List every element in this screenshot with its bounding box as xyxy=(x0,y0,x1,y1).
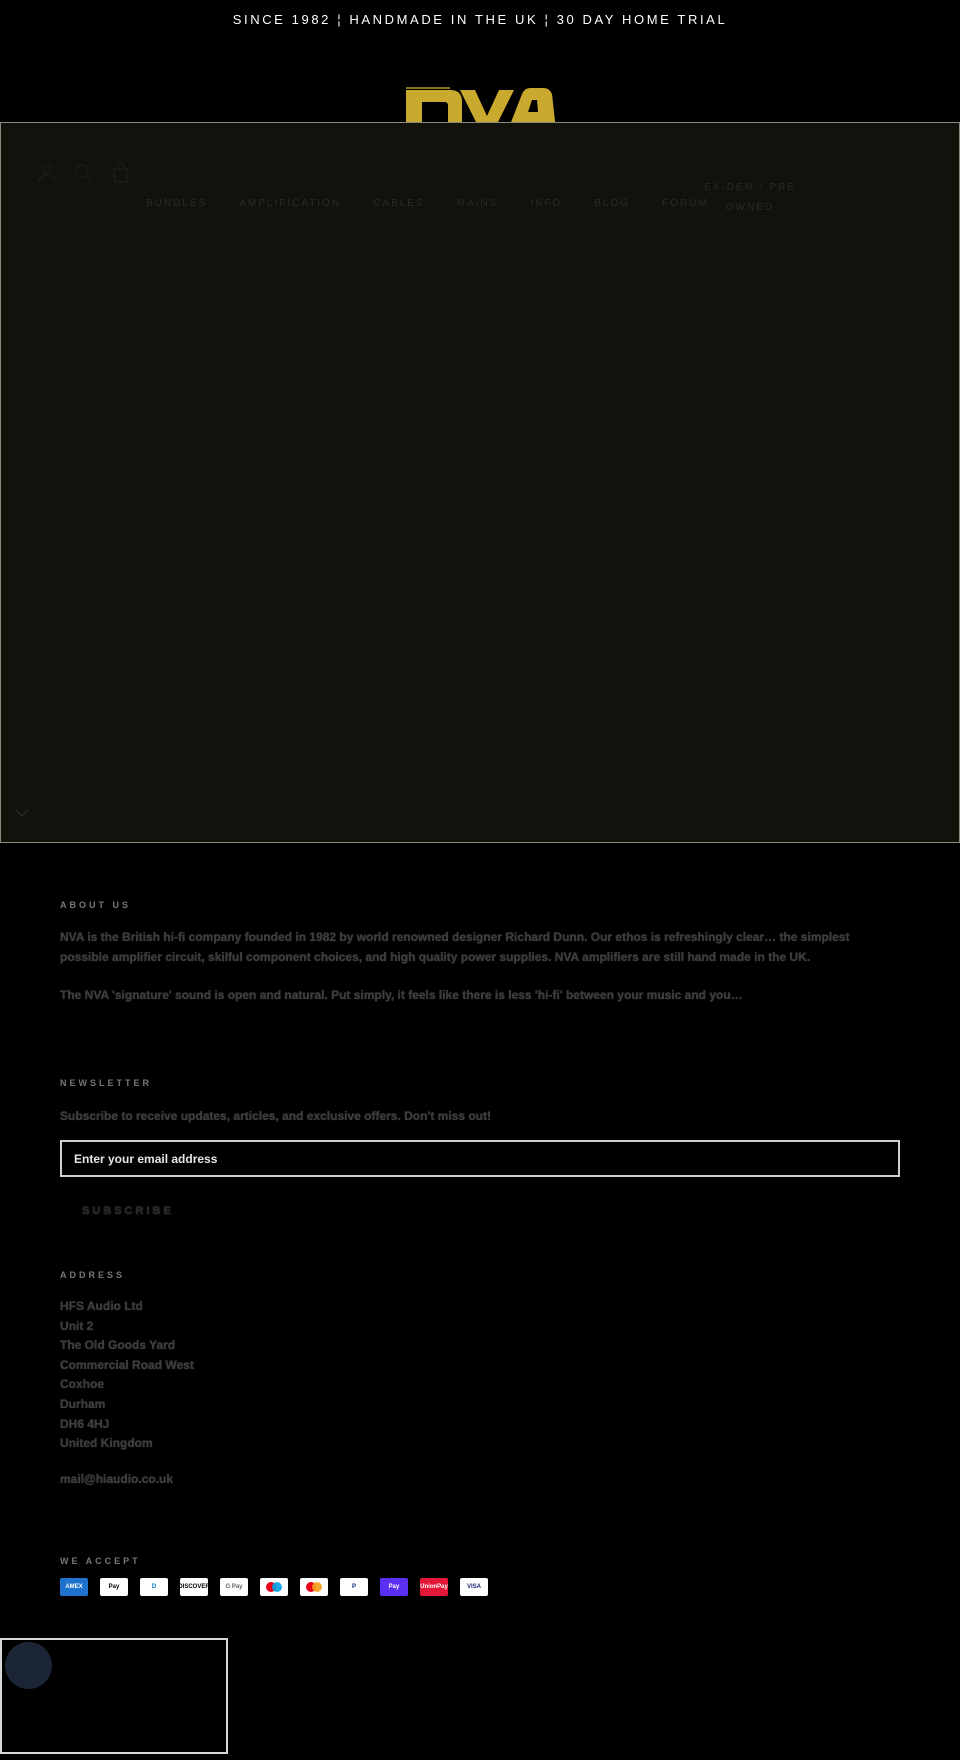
address-line: Coxhoe xyxy=(60,1377,105,1392)
chat-button[interactable] xyxy=(5,1642,52,1689)
newsletter-text: Subscribe to receive updates, articles, and exclusive offers. Don't miss out! xyxy=(60,1109,491,1123)
main-nav xyxy=(146,198,741,209)
address-line: Unit 2 xyxy=(60,1318,94,1333)
subscribe-button[interactable]: SUBSCRIBE xyxy=(60,1198,190,1224)
hero-banner xyxy=(0,122,960,843)
diners-icon: D xyxy=(140,1578,168,1596)
visa-icon: VISA xyxy=(460,1578,488,1596)
maestro-icon xyxy=(260,1578,288,1596)
payments-heading: WE ACCEPT xyxy=(60,1556,141,1566)
about-heading: ABOUT US xyxy=(60,900,131,910)
address-line: HFS Audio Ltd xyxy=(60,1299,143,1313)
unionpay-icon: UnionPay xyxy=(420,1578,448,1596)
contact-email-link[interactable]: mail@hiaudio.co.uk xyxy=(60,1472,174,1486)
payment-methods xyxy=(60,1578,488,1596)
address-heading: ADDRESS xyxy=(60,1270,126,1280)
nav-bundles[interactable]: BUNDLES xyxy=(146,198,208,209)
account-icon[interactable] xyxy=(36,162,58,184)
search-icon[interactable] xyxy=(73,162,95,184)
google-pay-icon: G Pay xyxy=(220,1578,248,1596)
nav-amplification[interactable]: AMPLIFICATION xyxy=(239,198,342,209)
announcement-bar: SINCE 1982 ¦ HANDMADE IN THE UK ¦ 30 DAY HOME TRIAL xyxy=(232,11,728,27)
address-line: DH6 4HJ xyxy=(60,1416,110,1431)
amex-icon: AMEX xyxy=(60,1578,88,1596)
address-line: United Kingdom xyxy=(60,1436,153,1451)
mastercard-icon xyxy=(300,1578,328,1596)
newsletter-heading: NEWSLETTER xyxy=(60,1078,152,1088)
header-icons xyxy=(36,162,132,184)
about-paragraph-1: NVA is the British hi-fi company founded in 1982 by world renowned designer Richard Dunn. Our ethos is refreshingly clear… the simplest possible amplifier circuit, skilful component choices, and high quality power supplies. NVA amplifiers are still hand made in the UK. xyxy=(60,930,850,964)
cart-icon[interactable] xyxy=(110,162,132,184)
nav-ex-dem-line1: EX-DEM / PRE xyxy=(704,182,796,193)
nav-cables[interactable]: CABLES xyxy=(373,198,425,209)
nav-mains[interactable]: MAINS xyxy=(456,198,499,209)
email-input[interactable] xyxy=(60,1140,900,1177)
about-paragraph-2: The NVA 'signature' sound is open and natural. Put simply, it feels like there is less 'hi-fi' between your music and you… xyxy=(60,988,743,1002)
nav-blog[interactable]: BLOG xyxy=(594,198,631,209)
address-block xyxy=(60,1296,900,1453)
nav-forum[interactable]: FORUM xyxy=(662,198,709,209)
nav-ex-dem-line2: OWNED xyxy=(725,202,775,213)
address-line: The Old Goods Yard xyxy=(60,1338,176,1353)
discover-icon: DISCOVER xyxy=(180,1578,208,1596)
apple-pay-icon: Pay xyxy=(100,1578,128,1596)
address-line: Commercial Road West xyxy=(60,1357,194,1372)
paypal-icon: P xyxy=(340,1578,368,1596)
nav-info[interactable]: INFO xyxy=(530,198,563,209)
shop-pay-icon: Pay xyxy=(380,1578,408,1596)
nav-ex-dem-pre-owned[interactable] xyxy=(700,178,800,218)
address-line: Durham xyxy=(60,1396,106,1411)
chevron-down-icon[interactable] xyxy=(14,808,30,818)
